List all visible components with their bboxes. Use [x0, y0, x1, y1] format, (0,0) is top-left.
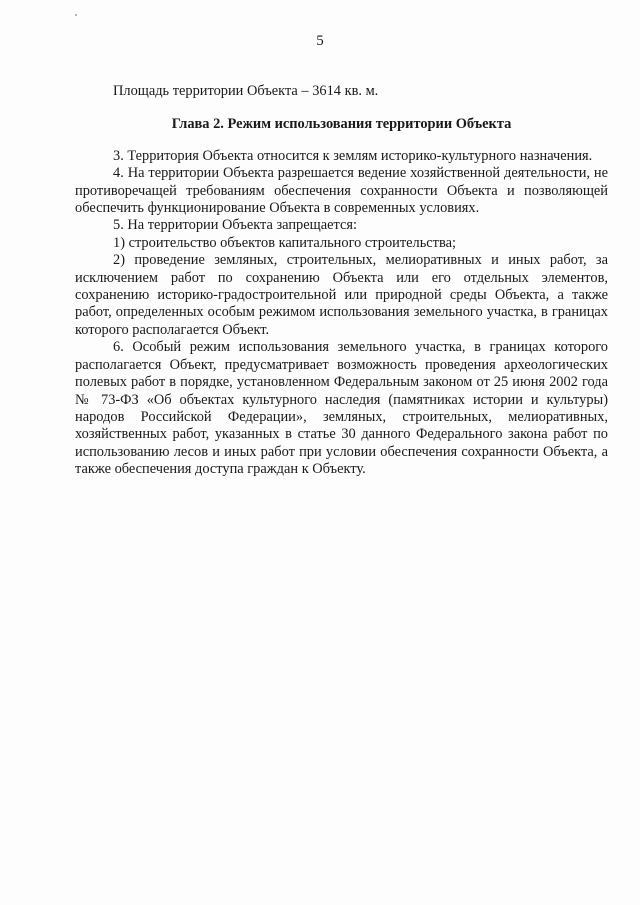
list-item-1: 1) строительство объектов капитального строительства;: [113, 234, 456, 251]
paragraph-6: 6. Особый режим использования земельного участка, в границах которого располагается Объект, предусматривает возможность проведения археологических полевых работ в порядке, установленном Федеральным законом от 25 июня 2002 года № 73-ФЗ «Об объектах культурного наследия (памятниках истории и культуры) народов Российской Федерации», земляных, строительных, мелиоративных, хозяйственных работ, указанных в статье 30 данного Федерального закона работ по использованию лесов и иных работ при условии обеспечения сохранности Объекта, а также обеспечения доступа граждан к Объекту.: [75, 339, 608, 478]
paragraph-5: 5. На территории Объекта запрещается:: [113, 217, 357, 234]
paragraph-4: 4. На территории Объекта разрешается ведение хозяйственной деятельности, не противоречащей требованиям обеспечения сохранности Объекта и позволяющей обеспечить функционирование Объекта в современных условиях.: [75, 165, 608, 217]
area-statement: Площадь территории Объекта – 3614 кв. м.: [113, 83, 379, 99]
scan-speck: [75, 14, 77, 16]
document-body: [75, 83, 608, 479]
list-item-2: 2) проведение земляных, строительных, мелиоративных и иных работ, за исключением работ по сохранению Объекта или его отдельных элементов, сохранению историко-градостроительной или природной среды Объекта, а также работ, определенных особым режимом использования земельного участка, в границах которого располагается Объект.: [75, 252, 608, 338]
chapter-title: Глава 2. Режим использования территории Объекта: [171, 116, 512, 133]
paragraph-3: 3. Территория Объекта относится к землям историко-культурного назначения.: [113, 147, 593, 164]
page-number: 5: [316, 33, 324, 49]
